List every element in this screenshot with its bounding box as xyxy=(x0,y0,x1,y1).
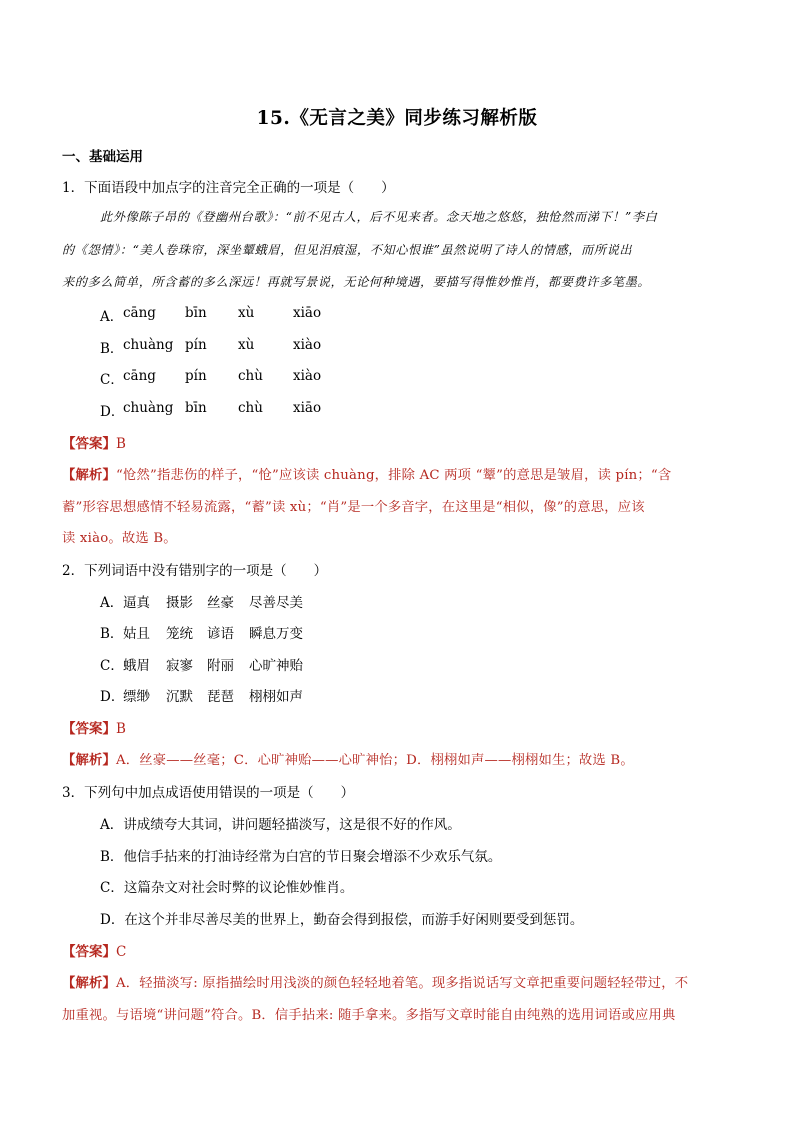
q2-option-a: A． 逼真 摄影 丝豪 尽善尽美 xyxy=(100,595,303,611)
section-heading: 一、基础运用 xyxy=(62,149,143,165)
passage-line-2: 的《怨情》：“美人卷珠帘，深坐颦蛾眉，但见泪痕湿，不知心恨谁”虽然说明了诗人的情感，而所说出 xyxy=(62,243,633,257)
q1-analysis-line-3: 读 xiào。故选 B。 xyxy=(62,531,177,546)
question-1-stem: 1．下面语段中加点字的注音完全正确的一项是（ ） xyxy=(62,180,395,196)
q3-option-c: C．这篇杂文对社会时弊的议论惟妙惟肖。 xyxy=(100,880,354,896)
question-2-stem: 2．下列词语中没有错别字的一项是（ ） xyxy=(62,563,328,579)
answer-tag: 【答案】 xyxy=(62,944,116,960)
page-title: 15.《无言之美》同步练习解析版 xyxy=(256,108,538,129)
analysis-tag: 【解析】 xyxy=(62,753,116,768)
q3-option-b: B．他信手拈来的打油诗经常为白宫的节日聚会增添不少欢乐气氛。 xyxy=(100,849,502,865)
q1-answer xyxy=(62,432,126,452)
q1-analysis-line-2: 蓄”形容思想感情不轻易流露，“蓄”读 xù；“肖”是一个多音字，在这里是“相似，像”的意思，应该 xyxy=(62,500,645,515)
question-3-stem: 3．下列句中加点成语使用错误的一项是（ ） xyxy=(62,785,355,801)
q2-option-b: B． 姑且 笼统 谚语 瞬息万变 xyxy=(100,626,303,642)
q2-option-c: C． 蛾眉 寂寥 附丽 心旷神贻 xyxy=(100,658,303,674)
analysis-tag: 【解析】 xyxy=(62,468,116,483)
q1-option-d: D． chuàng bīn chù xiāo xyxy=(100,400,322,420)
answer-value: B xyxy=(116,436,126,452)
answer-tag: 【答案】 xyxy=(62,721,116,737)
q3-option-a: A．讲成绩夸大其词，讲问题轻描淡写，这是很不好的作风。 xyxy=(100,817,461,833)
q3-option-d: D．在这个并非尽善尽美的世界上，勤奋会得到报偿，而游手好闲则要受到惩罚。 xyxy=(100,912,584,928)
answer-value: B xyxy=(116,721,126,737)
passage-line-3: 来的多么简单，所含蓄的多么深远！再就写景说，无论何种境遇，要描写得惟妙惟肖，都要费许多笔墨。 xyxy=(62,275,651,289)
answer-value: C xyxy=(116,944,127,960)
q1-analysis-line-1: 【解析】“怆然”指悲伤的样子，“怆”应该读 chuàng，排除 AC 两项 “颦”的意思是皱眉，读 pín；“含 xyxy=(62,468,672,483)
q2-answer xyxy=(62,717,126,737)
analysis-tag: 【解析】 xyxy=(62,976,116,991)
q3-answer xyxy=(62,940,126,960)
q1-option-b: B． chuàng pín xù xiào xyxy=(100,337,322,357)
q3-analysis-line-2: 加重视。与语境“讲问题”符合。B．信手拈来: 随手拿来。多指写文章时能自由纯熟的选用词语或应用典 xyxy=(62,1008,676,1023)
q1-option-c: C． cāng pín chù xiào xyxy=(100,368,322,388)
q3-analysis-line-1: 【解析】A．轻描淡写: 原指描绘时用浅淡的颜色轻轻地着笔。现多指说话写文章把重要问题轻轻带过，不 xyxy=(62,976,689,991)
q2-option-d: D． 缥缈 沉默 琵琶 栩栩如声 xyxy=(100,689,303,705)
passage-line-1: 此外像陈子昂的《登幽州台歌》：“前不见古人，后不见来者。念天地之悠悠，独怆然而涕下！”李白 xyxy=(100,210,658,224)
answer-tag: 【答案】 xyxy=(62,436,116,452)
q1-option-a: A． cāng bīn xù xiāo xyxy=(100,305,322,325)
q2-analysis: 【解析】A．丝豪——丝毫；C．心旷神贻——心旷神怡；D．栩栩如声——栩栩如生；故选 B。 xyxy=(62,753,634,768)
